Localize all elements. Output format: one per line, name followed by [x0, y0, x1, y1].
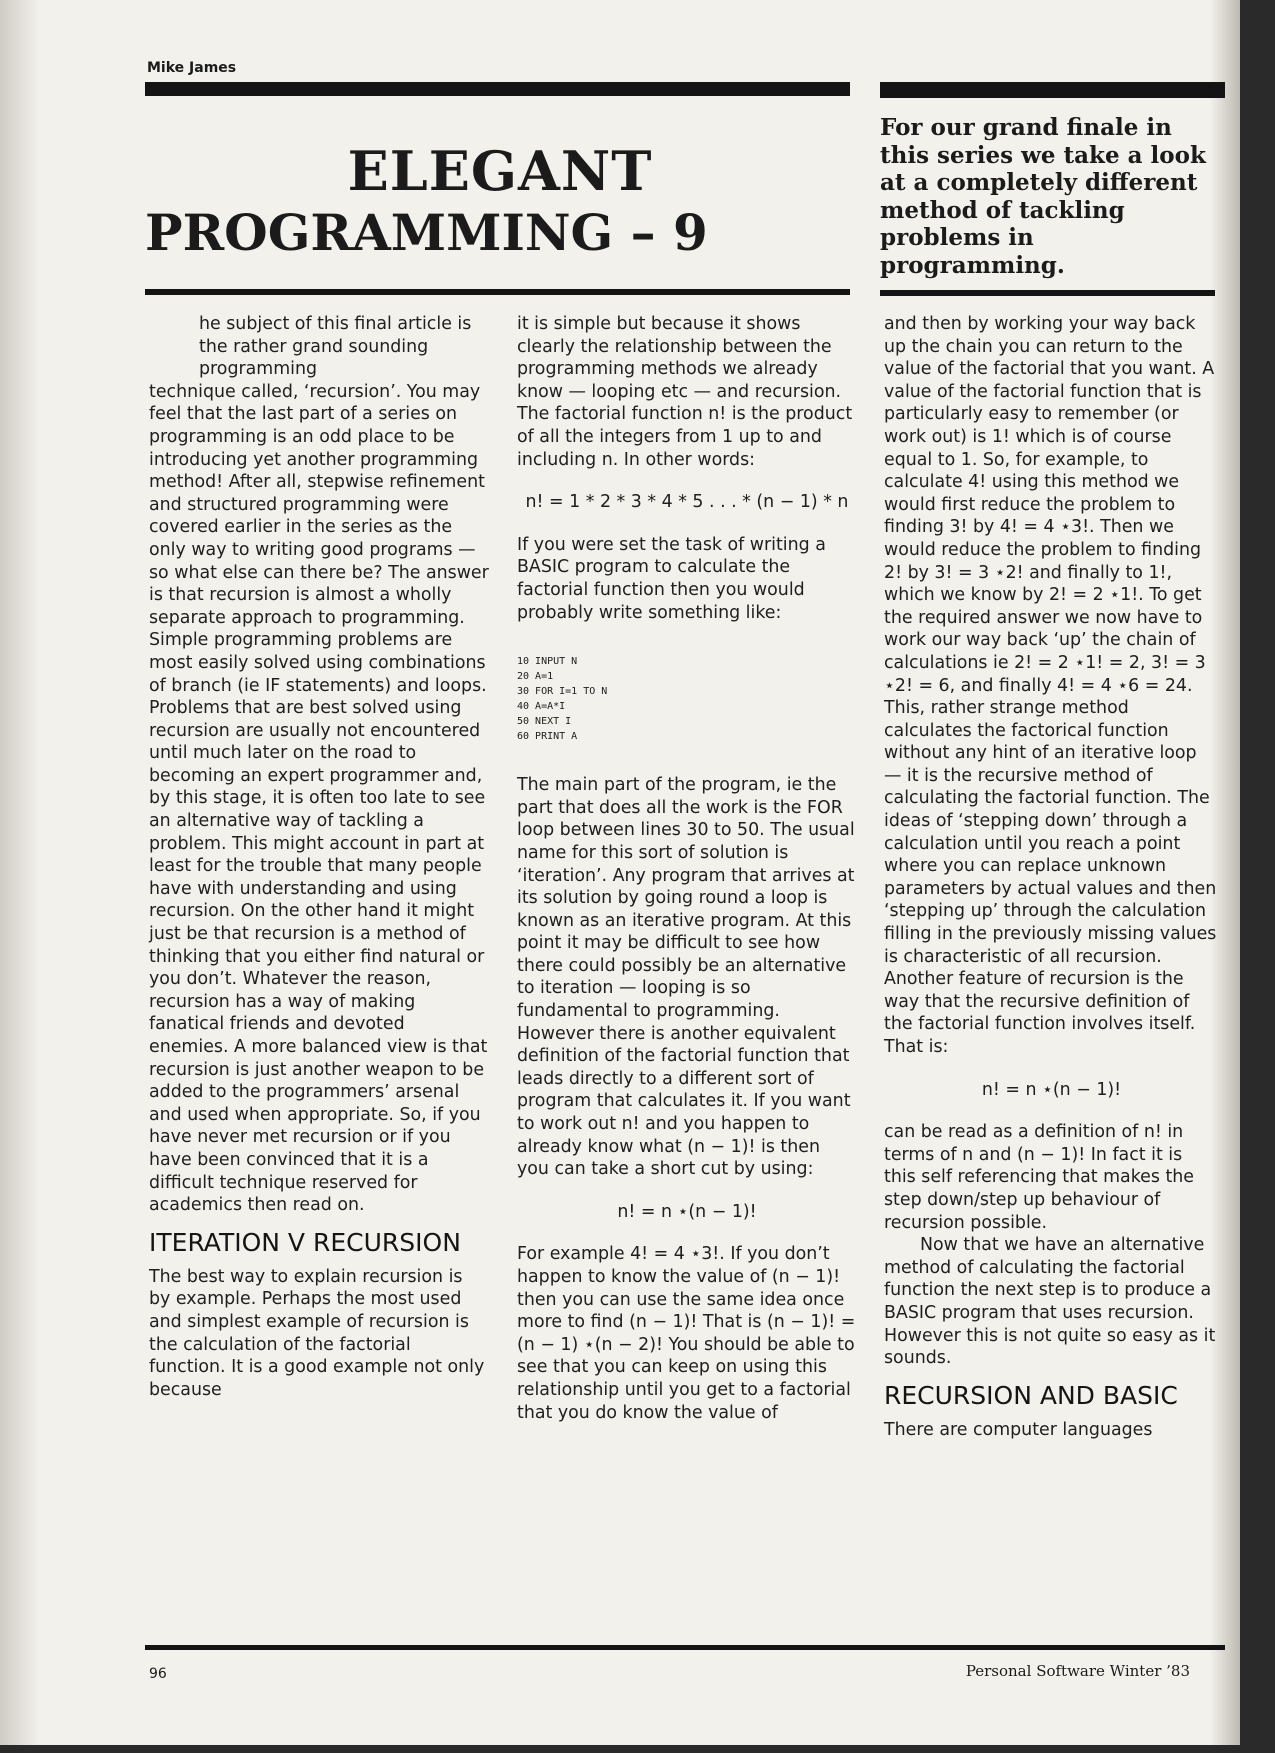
top-rule-right	[880, 82, 1225, 98]
formula-recursive-definition: n! = n ⋆(n − 1)!	[617, 1201, 757, 1222]
paragraph: There are computer languages	[884, 1419, 1153, 1440]
paragraph: can be read as a definition of n! in terms of n and (n − 1)! In fact it is this self referencing that makes the step down/step up behaviour of recursion possible.	[884, 1122, 1194, 1233]
paragraph: and then by working your way back up the chain you can return to the value of the factorial that you want. A value of the factorial function that is particularly easy to remember (or work out) is 1! which is of course equal to 1. So, for example, to calculate 4! using this method we would first reduce the problem to finding 3! by 4! = 4 ⋆3!. Then we would reduce the problem to finding 2! by 3! = 3 ⋆2! and finally to 1!, which we know by 2! = 2 ⋆1!. To get the required answer we now have to work our way back ‘up’ the chain of calculations ie 2! = 2 ⋆1! = 2, 3! = 3 ⋆2! = 6, and finally 4! = 4 ⋆6 = 24. This, rather strange method calculates the factorical function without any hint of an iterative loop — it is the recursive method of calculating the factorial function. The ideas of ‘stepping down’ through a calculation until you reach a point where you can replace unknown parameters by actual values and then ‘stepping up’ through the calculation filling in the previously missing values is characteristic of all recursion. Another feature of recursion is the way that the recursive definition of the factorial function involves itself. That is:	[884, 314, 1217, 1057]
paragraph: Now that we have an alternative method of calculating the factorial function the next step is to produce a BASIC program that uses recursion. However this is not quite so easy as it sounds.	[884, 1235, 1216, 1369]
code-line: 20 A=1	[517, 671, 554, 683]
paragraph: The best way to explain recursion is by example. Perhaps the most used and simplest example of recursion is the calculation of the factorial function. It is a good example not only because	[149, 1266, 485, 1400]
column-2	[517, 313, 857, 1424]
code-line: 50 NEXT I	[517, 716, 572, 728]
title-rule-right	[880, 290, 1215, 296]
footer-rule	[145, 1645, 1225, 1650]
paragraph: For example 4! = 4 ⋆3!. If you don’t happen to know the value of (n − 1)! then you can use the same idea once more to find (n − 1)! That is (n − 1)! = (n − 1) ⋆(n − 2)! You should be able to see that you can keep on using this relationship until you get to a factorial that you do know the value of	[517, 1244, 856, 1423]
publication-footer: Personal Software Winter ’83	[965, 1662, 1190, 1680]
title-line-2: PROGRAMMING – 9	[145, 203, 708, 262]
title-rule-left	[145, 289, 850, 295]
paragraph: If you were set the task of writing a BASIC program to calculate the factorial function then you would probably write something like:	[517, 534, 826, 623]
column-3	[884, 313, 1219, 1441]
article-standfirst: For our grand finale in this series we take a look at a completely different method of tackling problems in programming.	[880, 114, 1206, 279]
subheading-recursion-and-basic: RECURSION AND BASIC	[884, 1380, 1178, 1410]
formula-factorial-product: n! = 1 * 2 * 3 * 4 * 5 . . . * (n − 1) * n	[525, 492, 849, 513]
paragraph: The main part of the program, ie the part that does all the work is the FOR loop between lines 30 to 50. The usual name for this sort of solution is ‘iteration’. Any program that arrives at its solution by going round a loop is known as an iterative program. At this point it may be difficult to see how there could possibly be an alternative to iteration — looping is so fundamental to programming. However there is another equivalent definition of the factorial function that leads directly to a different sort of program that calculates it. If you want to work out n! and you happen to already know what (n − 1)! is then you can take a short cut by using:	[517, 775, 855, 1180]
page-shadow-left	[0, 0, 40, 1745]
opening-paragraph-rest: technique called, ‘recursion’. You may feel that the last part of a series on programming is an odd place to be introducing yet another programming method! After all, stepwise refinement and structured programming were covered earlier in the series as the only way to writing good programs — so what else can there be? The answer is that recursion is almost a wholly separate approach to programming. Simple programming problems are most easily solved using combinations of branch (ie IF statements) and loops. Problems that are best solved using recursion are usually not encountered until much later on the road to becoming an expert programmer and, by this stage, it is often too late to see an alternative way of tackling a problem. This might account in part at least for the trouble that many people have with understanding and using recursion. On the other hand it might just be that recursion is a method of thinking that you either find natural or you don’t. Whatever the reason, recursion has a way of making fanatical friends and devoted enemies. A more balanced view is that recursion is just another weapon to be added to the programmers’ arsenal and used when appropriate. So, if you have never met recursion or if you have been convinced that it is a difficult technique reserved for academics then read on.	[149, 381, 489, 1216]
code-line: 40 A=A*I	[517, 701, 566, 713]
top-rule-left	[145, 82, 850, 96]
opening-paragraph-start: he subject of this final article is the rather grand sounding programming	[199, 314, 472, 380]
title-line-1: ELEGANT	[347, 139, 653, 203]
paragraph: it is simple but because it shows clearly the relationship between the programming methods we already know — looping etc — and recursion. The factorial function n! is the product of all the integers from 1 up to and including n. In other words:	[517, 314, 853, 470]
code-line: 10 INPUT N	[517, 656, 578, 668]
subheading-iteration-v-recursion: ITERATION V RECURSION	[149, 1227, 461, 1257]
code-line: 30 FOR I=1 TO N	[517, 686, 608, 698]
basic-code-listing	[517, 654, 857, 744]
column-1	[149, 313, 489, 1401]
article-title	[145, 140, 855, 264]
formula-recursive-definition: n! = n ⋆(n − 1)!	[981, 1079, 1122, 1100]
author-byline: Mike James	[147, 60, 237, 76]
page-number: 96	[149, 1666, 167, 1682]
code-line: 60 PRINT A	[517, 731, 578, 743]
